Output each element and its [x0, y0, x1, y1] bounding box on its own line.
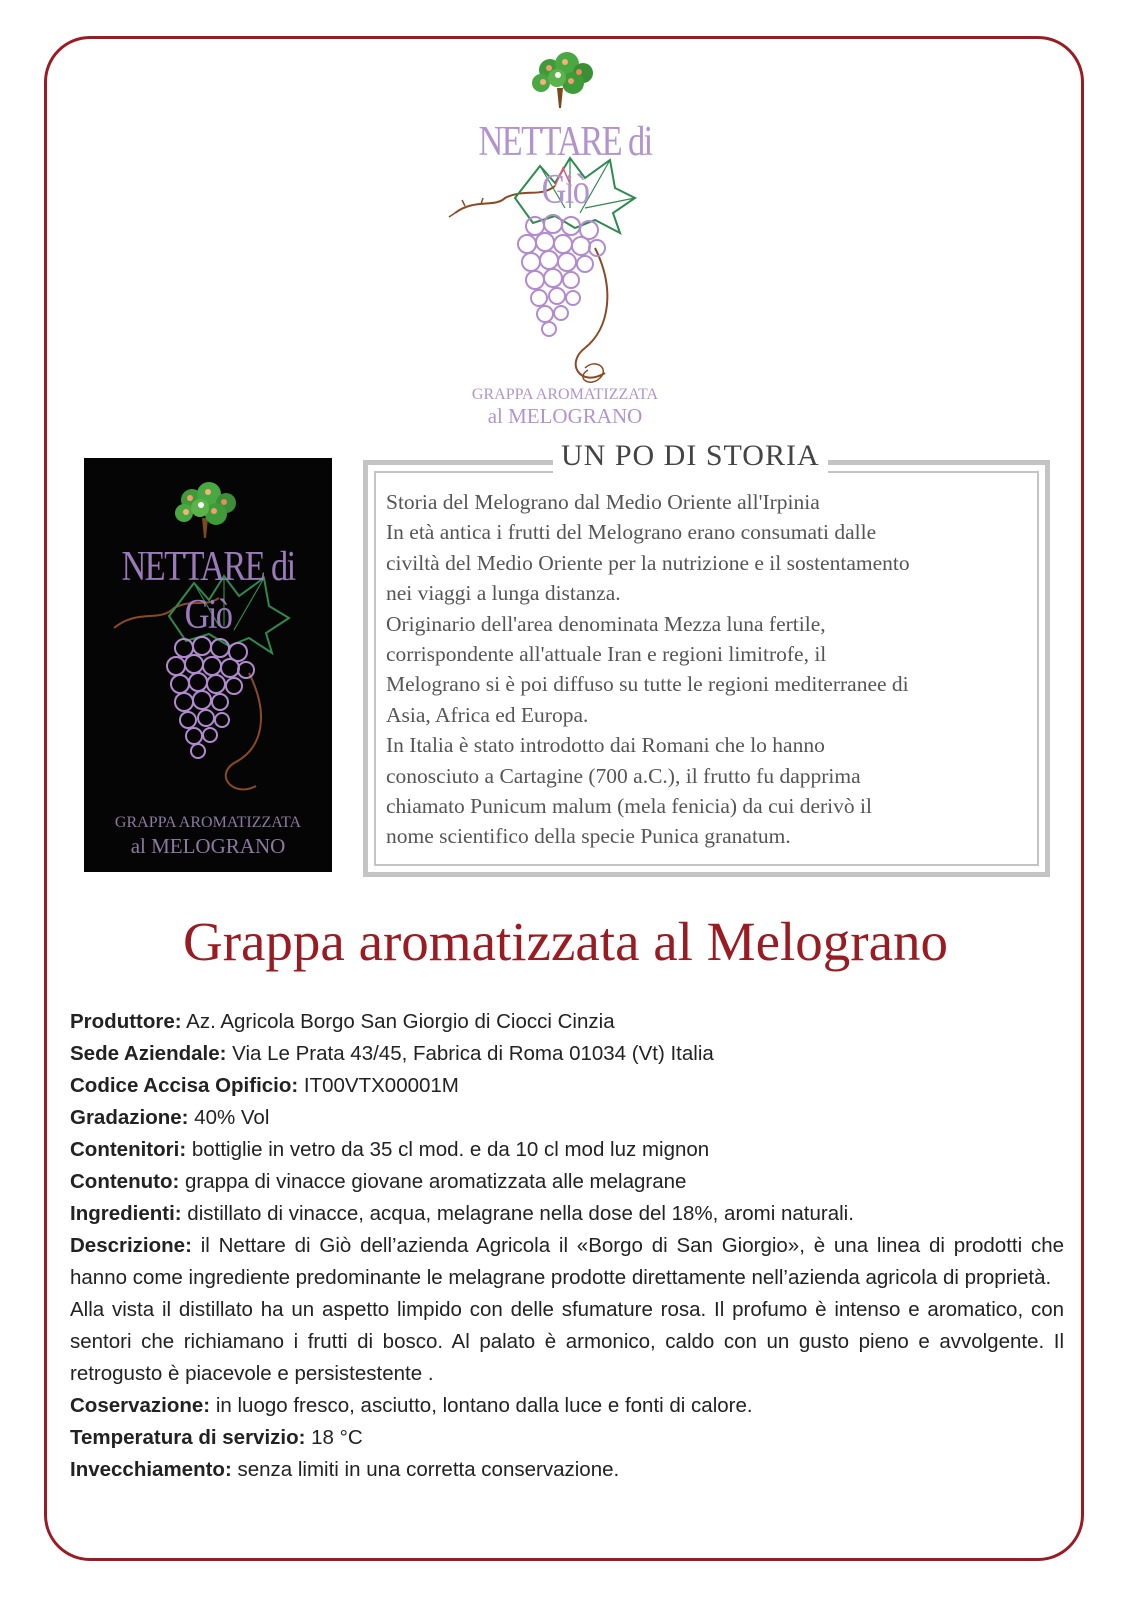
detail-label: Sede Aziendale: [70, 1042, 227, 1065]
story-line: In Italia è stato introdotto dai Romani che lo hanno [386, 733, 825, 758]
detail-codice [70, 1070, 1064, 1102]
detail-label: Coservazione: [70, 1394, 211, 1417]
product-details [70, 1006, 1064, 1486]
detail-contenuto [70, 1166, 1064, 1198]
detail-label: Contenitori: [70, 1138, 187, 1161]
story-line: Melograno si è poi diffuso su tutte le regioni mediterranee di [386, 672, 909, 697]
grape-tree-logo-graphic [445, 48, 685, 438]
label-subtitle-line1: GRAPPA AROMATIZZATA [114, 814, 302, 831]
top-brand-name: NETTARE di Giò [478, 119, 652, 213]
detail-value: il Nettare di Giò dell’azienda Agricola il «Borgo di San Giorgio», è una linea di prodotti che hanno come ingrediente predominante le melagrane prodotte direttamente nell’azienda agricola di proprietà. [70, 1234, 1064, 1289]
story-line: Originario dell'area denominata Mezza luna fertile, [386, 611, 826, 636]
detail-label: Produttore: [70, 1010, 182, 1033]
product-title: Grappa aromatizzata al Melograno [182, 911, 949, 972]
detail-tasting-notes: Alla vista il distillato ha un aspetto limpido con delle sfumature rosa. Il profumo è intenso e aromatico, con sentori che richiamano i frutti di bosco. Al palato è armonico, caldo con un gusto pieno e avvolgente. Il retrogusto è piacevole e persistestente . [70, 1298, 1064, 1385]
detail-value: distillato di vinacce, acqua, melagrane nella dose del 18%, aromi naturali. [181, 1202, 854, 1225]
story-line: nome scientifico della specie Punica granatum. [386, 824, 791, 849]
detail-invecchiamento [70, 1454, 1064, 1486]
detail-label: Codice Accisa Opificio: [70, 1074, 299, 1097]
label-brand-name: NETTARE di Giò [121, 544, 295, 638]
story-title: UN PO DI STORIA [553, 439, 828, 473]
label-subtitle-line2: al MELOGRANO [130, 834, 286, 858]
story-line: nei viaggi a lunga distanza. [386, 581, 621, 606]
story-text [386, 487, 1036, 852]
story-line: Asia, Africa ed Europa. [386, 702, 589, 727]
detail-value: senza limiti in una corretta conservazione. [231, 1458, 620, 1481]
detail-value: in luogo fresco, asciutto, lontano dalla luce e fonti di calore. [210, 1394, 753, 1417]
detail-label: Ingredienti: [70, 1202, 182, 1225]
detail-label: Descrizione: [70, 1234, 192, 1257]
story-line: chiamato Punicum malum (mela fenicia) da cui derivò il [386, 794, 872, 819]
story-line: In età antica i frutti del Melograno erano consumati dalle [386, 520, 877, 545]
detail-coservazione [70, 1390, 1064, 1422]
detail-label: Temperatura di servizio: [70, 1426, 306, 1449]
detail-produttore [70, 1006, 1064, 1038]
detail-descrizione [70, 1230, 1064, 1294]
top-subtitle-line1: GRAPPA AROMATIZZATA [471, 386, 659, 403]
detail-label: Contenuto: [70, 1170, 180, 1193]
detail-value: IT00VTX00001M [298, 1074, 459, 1097]
detail-value: bottiglie in vetro da 35 cl mod. e da 10 cl mod luz mignon [186, 1138, 710, 1161]
detail-value: 18 °C [305, 1426, 363, 1449]
story-line: Storia del Melograno dal Medio Oriente all'Irpinia [386, 490, 820, 514]
detail-value: Az. Agricola Borgo San Giorgio di Ciocci Cinzia [181, 1010, 615, 1033]
label-grape-graphic [84, 458, 332, 872]
detail-sede [70, 1038, 1064, 1070]
detail-label: Gradazione: [70, 1106, 189, 1129]
bottle-label-image [84, 458, 332, 872]
detail-value: Via Le Prata 43/45, Fabrica di Roma 01034 (Vt) Italia [226, 1042, 714, 1065]
detail-value: 40% Vol [188, 1106, 270, 1129]
top-subtitle-line2: al MELOGRANO [487, 404, 643, 428]
detail-ingredienti [70, 1198, 1064, 1230]
detail-label: Invecchiamento: [70, 1458, 232, 1481]
detail-contenitori [70, 1134, 1064, 1166]
story-box [363, 439, 1050, 877]
top-logo [445, 48, 685, 438]
detail-gradazione [70, 1102, 1064, 1134]
story-line: civiltà del Medio Oriente per la nutrizione e il sostentamento [386, 550, 910, 575]
detail-temperatura [70, 1422, 1064, 1454]
detail-value: grappa di vinacce giovane aromatizzata alle melagrane [179, 1170, 687, 1193]
story-line: conosciuto a Cartagine (700 a.C.), il frutto fu dapprima [386, 763, 861, 788]
story-line: corrispondente all'attuale Iran e regioni limitrofe, il [386, 642, 827, 667]
